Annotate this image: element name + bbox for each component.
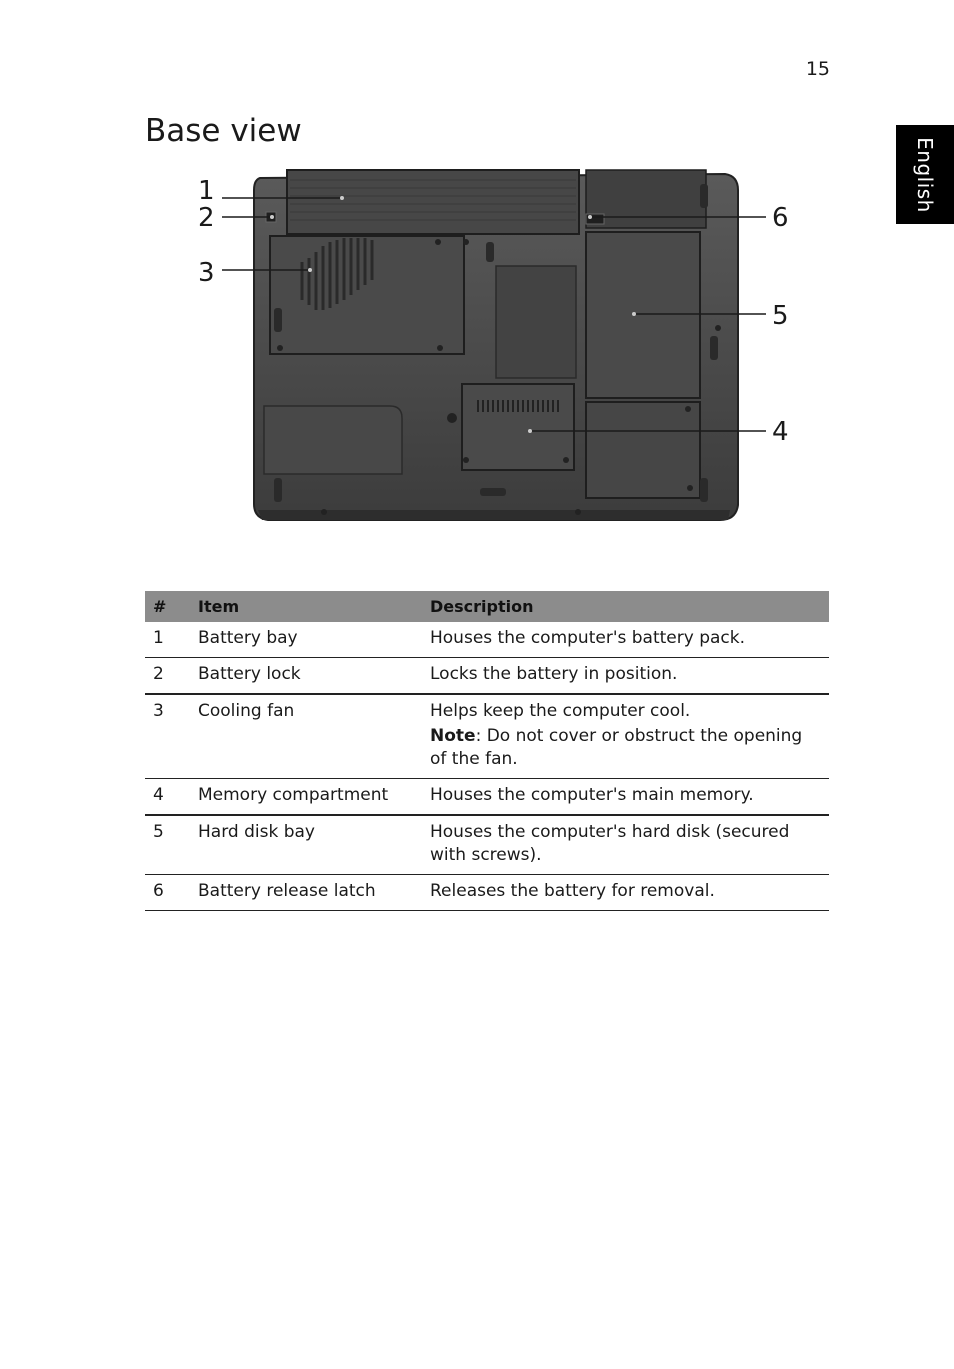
callout-4: 4 (772, 417, 789, 447)
table-row (145, 694, 829, 779)
row-description: Locks the battery in position. (422, 658, 829, 695)
row-number: 3 (145, 694, 190, 779)
row-item: Memory compartment (190, 779, 422, 816)
table-row (145, 815, 829, 875)
note-text: : Do not cover or obstruct the opening of the fan. (430, 726, 803, 769)
laptop-base-figure (190, 160, 800, 530)
page-number: 15 (805, 58, 830, 80)
table-row (145, 875, 829, 911)
callout-2: 2 (198, 203, 215, 233)
table-row (145, 658, 829, 695)
row-number: 5 (145, 815, 190, 875)
row-item: Battery bay (190, 622, 422, 658)
row-description: Houses the computer's main memory. (422, 779, 829, 816)
row-number: 6 (145, 875, 190, 911)
row-item: Cooling fan (190, 694, 422, 779)
row-item: Hard disk bay (190, 815, 422, 875)
language-tab-label: English (913, 136, 937, 213)
table-header-row (145, 591, 829, 622)
callout-5: 5 (772, 301, 789, 331)
header-description: Description (422, 591, 829, 622)
row-description: Releases the battery for removal. (422, 875, 829, 911)
hard-disk-bay (586, 232, 700, 398)
table-row (145, 779, 829, 816)
note-label: Note (430, 726, 476, 746)
row-description: Helps keep the computer cool. (430, 701, 691, 721)
memory-compartment (462, 384, 574, 470)
callout-3: 3 (198, 258, 215, 288)
page-title: Base view (145, 113, 302, 149)
callout-6: 6 (772, 203, 789, 233)
row-item: Battery release latch (190, 875, 422, 911)
table-row (145, 622, 829, 658)
row-note (430, 725, 821, 771)
header-item: Item (190, 591, 422, 622)
row-number: 4 (145, 779, 190, 816)
row-number: 1 (145, 622, 190, 658)
callout-1: 1 (198, 176, 215, 206)
row-description-cell (422, 694, 829, 779)
laptop-base-illustration (190, 160, 800, 530)
base-view-table (145, 591, 829, 911)
row-description: Houses the computer's battery pack. (422, 622, 829, 658)
row-item: Battery lock (190, 658, 422, 695)
row-description: Houses the computer's hard disk (secured with screws). (422, 815, 829, 875)
header-number: # (145, 591, 190, 622)
cooling-fan-panel (270, 236, 464, 354)
row-number: 2 (145, 658, 190, 695)
language-tab (896, 125, 954, 224)
